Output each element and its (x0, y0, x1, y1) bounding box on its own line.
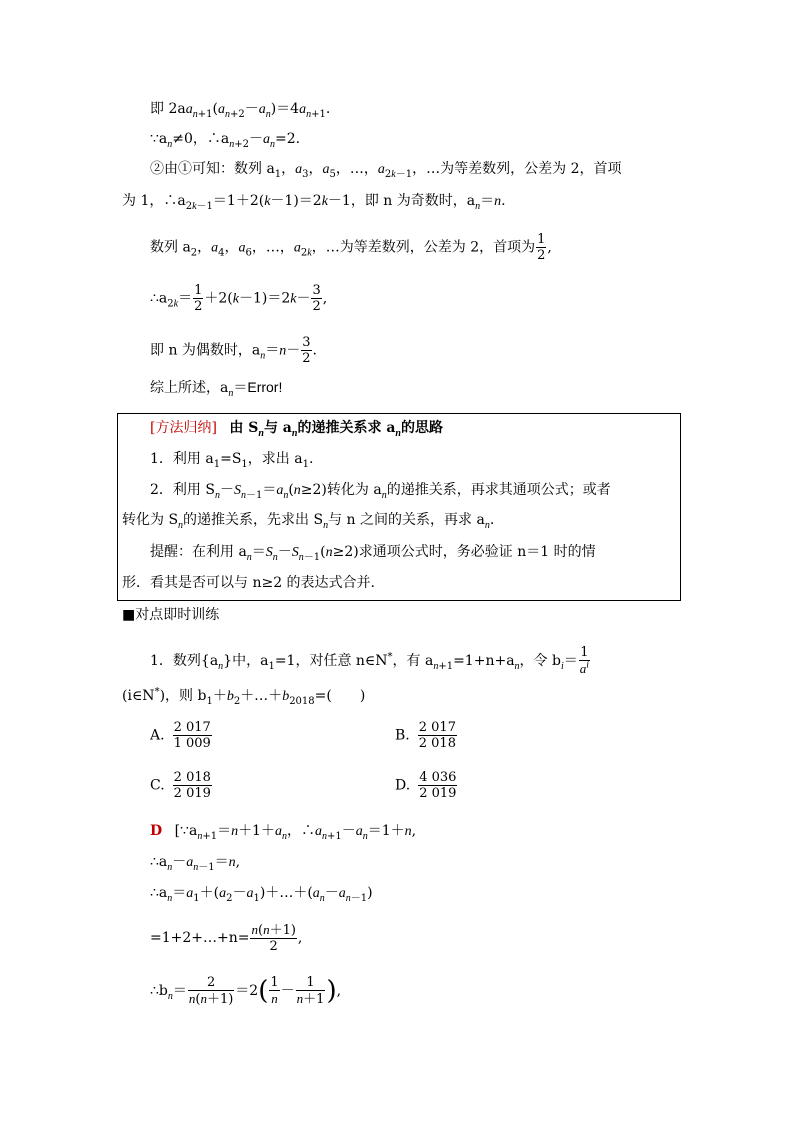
question-1: 1．数列$\{a_n\}$中，$a_1=1$，对任意 n∈N*，有 $a_{n+1}=1+n+a_n$，令 $b_i=$ $\frac{1}{a^i}$ (150, 645, 590, 676)
practice-header: ■对点即时训练 (122, 607, 220, 623)
option-b: B. $\frac{2 017}{2 018}$ (395, 720, 456, 751)
even-conclusion-line: 即 n 为偶数时，$a_n=n-$ $\frac{3}{2}$ . (150, 335, 317, 366)
answer-line-5: $\therefore b_n=$ $\frac{2}{n(n+1)}$ ＝2( $\frac{1}{n}$ － $\frac{1}{n+1}$ ), (150, 975, 342, 1007)
summary-line: 综上所述，$a_n=Error$! (150, 379, 283, 399)
option-c: C. $\frac{2 018}{2 019}$ (150, 770, 211, 801)
eq-line-2: $\because a_n\ne 0$，$\therefore a_{n+2}-a_n=2$. (150, 131, 301, 150)
even-general-line: $\therefore a_{2k}=$ $\frac{1}{2}$ ＋2(k－1)＝2k－ $\frac{3}{2}$ , (150, 283, 328, 314)
answer-line-2: $\therefore a_n-a_{n-1}=n$, (150, 854, 241, 873)
answer-letter: D (150, 823, 163, 839)
step-2-line: ②由①可知：数列 $a_1$，$a_3$，$a_5$，…，$a_{2k-1}$，…为等差数列，公差为 2，首项 (150, 161, 622, 180)
method-item-1: 1．利用 $a_1=S_1$，求出 $a_1$. (150, 451, 314, 470)
even-seq-line: 数列 $a_2$，$a_4$，$a_6$，…，$a_{2k}$，…为等差数列，公差为 2，首项为 $\frac{1}{2}$ , (150, 232, 552, 263)
method-tip: 提醒：在利用 $a_n=S_n-S_{n-1}(n\ge 2)$求通项公式时，务必验证 n＝1 时的情 (150, 544, 596, 563)
answer-line-1: D [$\because a_{n+1}=n+1+a_n$，$\therefore a_{n+1}-a_n=1+n$, (150, 823, 417, 842)
method-tip-b: 形．看其是否可以与 n≥2 的表达式合并. (122, 575, 376, 591)
answer-line-3: $\therefore a_n=a_1+(a_2-a_1)+\dots+(a_n-a_{n-1})$ (150, 885, 373, 904)
method-box-title: [方法归纳] 由 $S_n$与 $a_n$的递推关系求 $a_n$的思路 (150, 420, 443, 439)
method-item-2b: 转化为 $S_n$的递推关系，先求出 $S_n$与 n 之间的关系，再求 $a_n$. (122, 512, 495, 531)
method-summary-box (117, 413, 681, 601)
answer-line-4: =1+2+…+n= $\frac{n(n+1)}{2}$ , (150, 922, 303, 954)
question-1-b: (i∈N*)，则 $b_1+b_2+\dots+b_{2018}=$( ) (122, 686, 366, 707)
method-item-2: 2．利用 $S_n-S_{n-1}=a_n(n\ge 2)$转化为 $a_n$的递推关系，再求其通项公式；或者 (150, 482, 611, 501)
option-d: D. $\frac{4 036}{2 019}$ (395, 770, 457, 801)
eq-line-1: 即 $2aa_{n+1}(a_{n+2}-a_n)=4a_{n+1}$. (150, 101, 331, 120)
option-a: A. $\frac{2 017}{1 009}$ (150, 720, 211, 751)
step-2-line-b: 为 1，$\therefore a_{2k-1}=1+2(k-1)=2k-1$，即 n 为奇数时，$a_n=n$. (122, 193, 506, 212)
method-tag: [方法归纳] (150, 420, 217, 436)
